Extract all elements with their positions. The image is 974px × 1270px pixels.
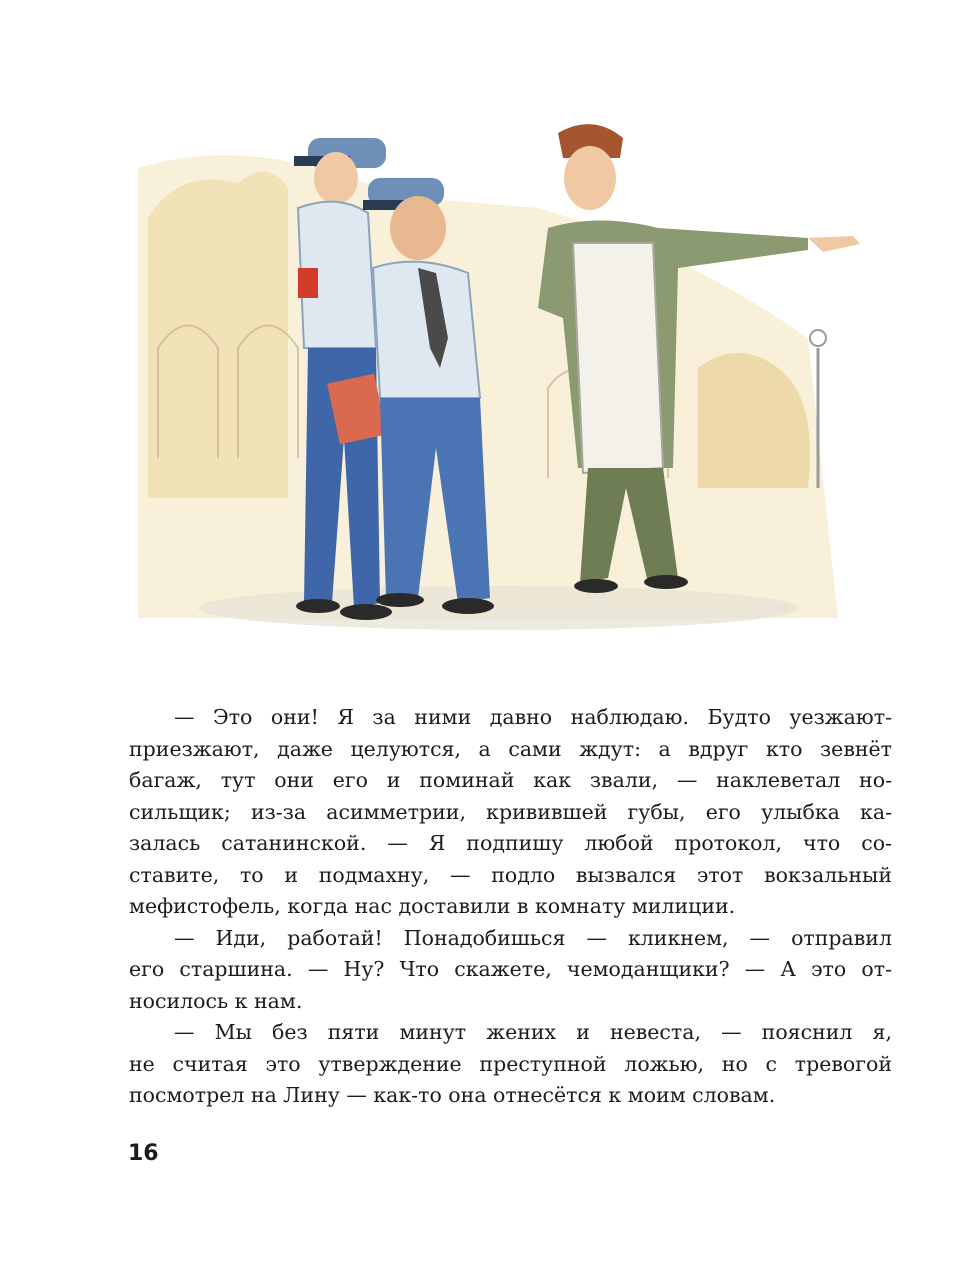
paragraph-3 [129, 1017, 892, 1112]
text-line: носилось к нам. [129, 988, 303, 1013]
text-line: залась сатанинской. — Я подпишу любой протокол, что со- [129, 831, 892, 855]
page-number: 16 [128, 1141, 159, 1166]
text-line: не считая это утверждение преступной ложью, но с тревогой [129, 1051, 892, 1076]
text-line: — Иди, работай! Понадобишься — кликнем, — отправил [174, 925, 892, 950]
text-line: его старшина. — Ну? Что скажете, чемоданщики? — А это от- [129, 957, 892, 981]
text-line: мефистофель, когда нас доставили в комнату милиции. [129, 894, 736, 918]
text-line: сильщик; из-за асимметрии, кривившей губы, его улыбка ка- [129, 799, 892, 824]
text-line: багаж, тут они его и поминай как звали, — наклеветал но- [129, 768, 892, 792]
text-line: ставите, то и подмахну, — подло вызвался этот вокзальный [129, 862, 892, 887]
paragraph-2 [129, 923, 892, 1018]
paragraph-1 [129, 702, 892, 923]
two-militiamen-and-porter-illustration [118, 18, 900, 666]
text-line: — Это они! Я за ними давно наблюдаю. Будто уезжают- [174, 705, 892, 729]
body-text [129, 702, 892, 1112]
text-line: приезжают, даже целуются, а сами ждут: а вдруг кто зевнёт [129, 736, 892, 761]
text-line: посмотрел на Лину — как-то она отнесётся к моим словам. [129, 1083, 776, 1107]
text-line: — Мы без пяти минут жених и невеста, — пояснил я, [174, 1020, 892, 1044]
